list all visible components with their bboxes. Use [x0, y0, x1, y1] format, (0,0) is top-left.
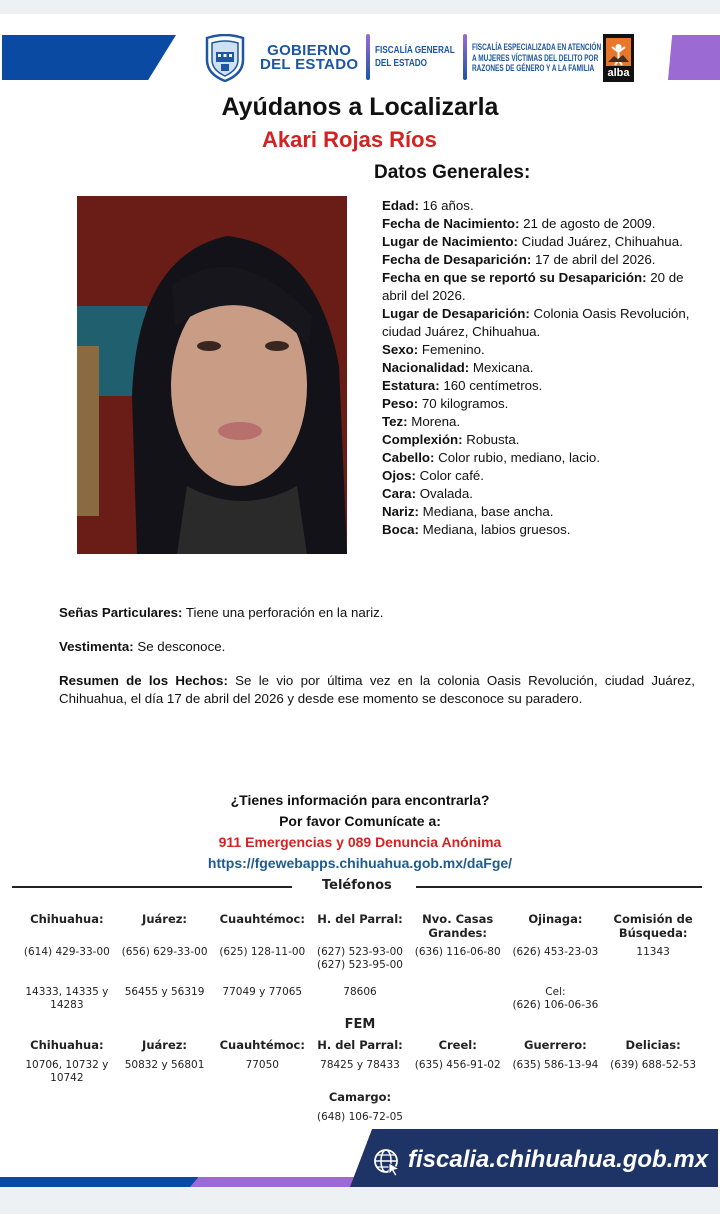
telefonos-city: Juárez: — [142, 912, 188, 926]
dato-row — [382, 377, 702, 395]
dato-value: Color café. — [415, 468, 484, 483]
fem-column — [407, 1038, 509, 1072]
fem-column — [16, 1038, 118, 1085]
vestimenta — [59, 638, 695, 656]
telefonos-extension: 56455 y 56319 — [124, 986, 205, 998]
telefonos-heading: Teléfonos — [322, 878, 392, 893]
fem-value: 78425 y 78433 — [320, 1059, 400, 1071]
dato-row — [382, 215, 702, 233]
dato-label: Nariz: — [382, 504, 419, 519]
globe-cursor-icon — [372, 1147, 402, 1177]
contact-block — [0, 790, 720, 874]
dato-label: Edad: — [382, 198, 419, 213]
state-shield-icon — [204, 34, 246, 82]
dato-row — [382, 251, 702, 269]
fiscalia-general-logo-text — [375, 44, 455, 70]
fem-city: Delicias: — [625, 1038, 681, 1052]
dato-value: Mexicana. — [469, 360, 534, 375]
dato-label: Complexión: — [382, 432, 463, 447]
fem-city: Juárez: — [142, 1038, 188, 1052]
especializada-line1: FISCALÍA ESPECIALIZADA EN ATENCIÓN — [472, 42, 602, 52]
telefonos-phone: 11343 — [636, 946, 670, 958]
footer-purple-stripe — [190, 1177, 360, 1187]
telefonos-table — [18, 912, 702, 1022]
dato-value: 160 centímetros. — [439, 378, 543, 393]
telefonos-city: Comisión de Búsqueda: — [613, 912, 693, 940]
dato-label: Fecha de Desaparición: — [382, 252, 532, 267]
telefonos-phone: (625) 128-11-00 — [219, 946, 306, 958]
dato-value: 16 años. — [418, 198, 474, 213]
fem-column — [505, 1038, 607, 1072]
senas-value: Tiene una perforación en la nariz. — [182, 605, 384, 620]
especializada-line2: A MUJERES VÍCTIMAS DEL DELITO POR — [472, 52, 599, 63]
poster-page — [0, 14, 720, 1187]
report-url-link[interactable]: https://fgewebapps.chihuahua.gob.mx/daFge/ — [207, 855, 513, 871]
dato-row — [382, 395, 702, 413]
telefonos-phone: (636) 116-06-80 — [414, 946, 501, 958]
header-purple-stripe — [668, 35, 720, 80]
fem-city: Creel: — [438, 1038, 477, 1052]
dato-row — [382, 431, 702, 449]
telefonos-column — [602, 912, 704, 986]
dato-value: 70 kilogramos. — [418, 396, 509, 411]
telefonos-column — [505, 912, 607, 1012]
telefonos-column — [309, 912, 411, 999]
telefonos-phone: (627) 523-93-00 (627) 523-95-00 — [317, 946, 403, 971]
header-divider — [366, 34, 370, 80]
telefonos-extension: Cel: (626) 106-06-36 — [512, 986, 599, 1011]
gobierno-line1: GOBIERNO — [267, 42, 352, 59]
fiscalia-especializada-logo-text — [472, 42, 601, 74]
dato-row — [382, 269, 702, 305]
dato-label: Lugar de Nacimiento: — [382, 234, 518, 249]
dato-label: Tez: — [382, 414, 408, 429]
fem-camargo — [300, 1090, 420, 1124]
dato-row — [382, 449, 702, 467]
dato-row — [382, 359, 702, 377]
alba-logo-text: alba — [607, 67, 630, 79]
dato-value: Ciudad Juárez, Chihuahua. — [517, 234, 683, 249]
dato-label: Lugar de Desaparición: — [382, 306, 530, 321]
dato-label: Ojos: — [382, 468, 416, 483]
dato-value: 20 de abril del 2026. — [382, 270, 684, 303]
telefonos-phone: (656) 629-33-00 — [121, 946, 208, 958]
telefonos-column — [16, 912, 118, 1012]
contact-question: ¿Tienes información para encontrarla? — [230, 792, 490, 808]
dato-label: Fecha de Nacimiento: — [382, 216, 520, 231]
dato-value: Ovalada. — [416, 486, 473, 501]
dato-label: Estatura: — [382, 378, 440, 393]
dato-row — [382, 233, 702, 251]
missing-person-name: Akari Rojas Ríos — [262, 127, 437, 152]
dato-row — [382, 521, 702, 539]
telefonos-extension: 14333, 14335 y 14283 — [25, 986, 109, 1011]
telefonos-city: Cuauhtémoc: — [219, 912, 305, 926]
telefonos-column — [114, 912, 216, 999]
dato-label: Sexo: — [382, 342, 419, 357]
gobierno-logo-text — [260, 44, 358, 72]
dato-row — [382, 305, 702, 341]
senas-label: Señas Particulares: — [59, 605, 183, 620]
footer-website-link[interactable]: fiscalia.chihuahua.gob.mx — [408, 1146, 709, 1173]
page-title: Ayúdanos a Localizarla — [221, 93, 499, 121]
contact-please: Por favor Comunícate a: — [279, 813, 441, 829]
especializada-line3: RAZONES DE GÉNERO Y A LA FAMILIA — [472, 63, 595, 73]
dato-value: Femenino. — [418, 342, 485, 357]
dato-value: Color rubio, mediano, lacio. — [434, 450, 601, 465]
telefonos-city: Chihuahua: — [30, 912, 104, 926]
fiscalia-line2: DEL ESTADO — [375, 57, 428, 69]
dato-row — [382, 467, 702, 485]
dato-row — [382, 413, 702, 431]
alba-logo-figure-icon — [606, 38, 631, 66]
header-blue-stripe — [2, 35, 176, 80]
dato-value: Mediana, labios gruesos. — [418, 522, 571, 537]
dato-value: Morena. — [407, 414, 461, 429]
resumen-value: Se le vio por última vez en la colonia Oasis Revolución, ciudad Juárez, Chihuahua, el día 17 de abril del 2026 y desde ese momento se desconoce su paradero. — [59, 673, 695, 706]
dato-label: Cabello: — [382, 450, 435, 465]
telefonos-rule-right — [416, 886, 702, 888]
dato-label: Peso: — [382, 396, 419, 411]
header-divider — [463, 34, 467, 80]
vestimenta-value: Se desconoce. — [133, 639, 226, 654]
missing-person-photo — [77, 196, 347, 554]
fem-value: (635) 456-91-02 — [414, 1059, 501, 1071]
datos-generales-list — [382, 197, 702, 539]
dato-row — [382, 341, 702, 359]
fem-column — [602, 1038, 704, 1072]
fem-city: Guerrero: — [524, 1038, 587, 1052]
fem-camargo-phone: (648) 106-72-05 — [317, 1111, 403, 1123]
fem-value: (635) 586-13-94 — [512, 1059, 599, 1071]
dato-label: Boca: — [382, 522, 419, 537]
dato-label: Nacionalidad: — [382, 360, 470, 375]
vestimenta-label: Vestimenta: — [59, 639, 134, 654]
fem-city: Chihuahua: — [30, 1038, 104, 1052]
telefonos-extension: 78606 — [343, 986, 377, 998]
dato-label: Fecha en que se reportó su Desaparición: — [382, 270, 647, 285]
fem-column — [114, 1038, 216, 1072]
fem-city: H. del Parral: — [317, 1038, 403, 1052]
gobierno-line2: DEL ESTADO — [260, 56, 359, 73]
datos-generales-heading: Datos Generales: — [374, 162, 531, 183]
fem-table — [18, 1038, 702, 1088]
dato-row — [382, 197, 702, 215]
fiscalia-line1: FISCALÍA GENERAL — [375, 44, 455, 56]
fem-column — [309, 1038, 411, 1072]
dato-value: 17 de abril del 2026. — [531, 252, 656, 267]
telefonos-city: H. del Parral: — [317, 912, 403, 926]
footer-blue-stripe — [0, 1177, 198, 1187]
dato-row — [382, 485, 702, 503]
fem-city: Cuauhtémoc: — [219, 1038, 305, 1052]
fem-value: 10706, 10732 y 10742 — [25, 1059, 109, 1084]
emergency-numbers: 911 Emergencias y 089 Denuncia Anónima — [218, 834, 502, 850]
fem-value: 50832 y 56801 — [124, 1059, 205, 1071]
resumen-hechos — [59, 672, 695, 708]
dato-value: Mediana, base ancha. — [418, 504, 554, 519]
telefonos-phone: (614) 429-33-00 — [23, 946, 110, 958]
fem-value: (639) 688-52-53 — [610, 1059, 697, 1071]
telefonos-phone: (626) 453-23-03 — [512, 946, 599, 958]
fem-camargo-city: Camargo: — [328, 1090, 392, 1104]
telefonos-column — [407, 912, 509, 986]
dato-value: Robusta. — [462, 432, 520, 447]
telefonos-rule-left — [12, 886, 292, 888]
dato-label: Cara: — [382, 486, 416, 501]
telefonos-city: Ojinaga: — [528, 912, 583, 926]
dato-row — [382, 503, 702, 521]
dato-value: Colonia Oasis Revolución, ciudad Juárez, Chihuahua. — [382, 306, 690, 339]
alba-logo — [603, 34, 634, 82]
telefonos-extension: 77049 y 77065 — [222, 986, 303, 998]
dato-value: 21 de agosto de 2009. — [519, 216, 656, 231]
fem-value: 77050 — [245, 1059, 279, 1071]
resumen-label: Resumen de los Hechos: — [59, 673, 228, 688]
fem-heading: FEM — [344, 1017, 376, 1032]
telefonos-city: Nvo. Casas Grandes: — [422, 912, 494, 940]
telefonos-column — [211, 912, 313, 999]
senas-particulares — [59, 604, 695, 622]
fem-column — [211, 1038, 313, 1072]
